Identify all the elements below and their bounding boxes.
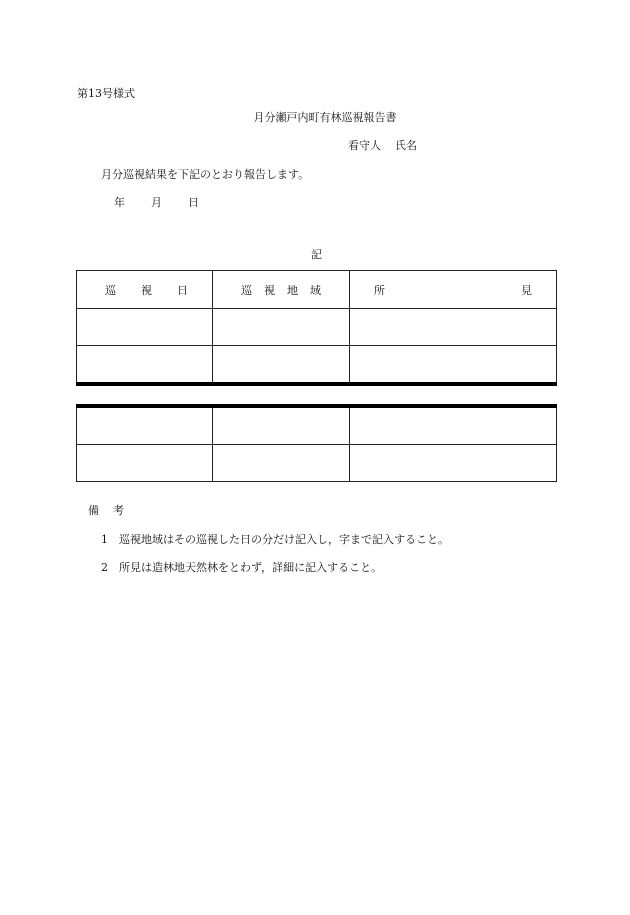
header-char: 域 xyxy=(310,283,321,297)
cell-findings[interactable] xyxy=(350,309,557,346)
header-char: 所 xyxy=(374,283,385,297)
reporter-role: 看守人 xyxy=(348,139,381,152)
note-text: 所見は造林地天然林をとわず，詳細に記入すること。 xyxy=(119,561,383,574)
table-row xyxy=(77,346,557,385)
header-char: 視 xyxy=(141,283,152,297)
cell-findings[interactable] xyxy=(350,406,557,445)
notes-heading-char: 考 xyxy=(113,504,124,517)
cell-patrol-area[interactable] xyxy=(213,309,350,346)
cell-patrol-area[interactable] xyxy=(213,406,350,445)
page-title: 月分瀬戸内町有林巡視報告書 xyxy=(253,111,397,124)
notes-heading xyxy=(88,502,124,518)
cell-patrol-date[interactable] xyxy=(77,346,213,385)
header-patrol-area xyxy=(213,271,350,309)
note-text: 巡視地域はその巡視した日の分だけ記入し，字まで記入すること。 xyxy=(119,533,449,546)
table-row xyxy=(77,445,557,482)
date-line xyxy=(114,194,199,210)
date-year-label: 年 xyxy=(114,196,125,209)
reporter-name-label: 氏名 xyxy=(395,139,417,152)
patrol-log-table xyxy=(76,270,557,482)
note-number: 2 xyxy=(101,561,108,574)
table-header-row xyxy=(77,271,557,309)
note-item xyxy=(101,559,382,575)
cell-findings[interactable] xyxy=(350,445,557,482)
section-mark: 記 xyxy=(311,248,322,261)
table-omission-break xyxy=(77,384,557,406)
header-char: 地 xyxy=(287,283,298,297)
header-char: 視 xyxy=(264,283,275,297)
form-number: 第13号様式 xyxy=(77,87,135,100)
header-char: 巡 xyxy=(105,283,116,297)
cell-findings[interactable] xyxy=(350,346,557,385)
table-row xyxy=(77,309,557,346)
cell-patrol-area[interactable] xyxy=(213,346,350,385)
note-number: 1 xyxy=(101,533,108,546)
header-char: 巡 xyxy=(241,283,252,297)
note-item xyxy=(101,531,449,547)
date-month-label: 月 xyxy=(151,196,162,209)
omission-band xyxy=(77,384,557,406)
notes-heading-char: 備 xyxy=(88,504,99,517)
cell-patrol-date[interactable] xyxy=(77,406,213,445)
header-char: 見 xyxy=(521,283,532,297)
cell-patrol-date[interactable] xyxy=(77,445,213,482)
report-statement: 月分巡視結果を下記のとおり報告します。 xyxy=(101,168,310,181)
header-findings xyxy=(350,271,557,309)
cell-patrol-date[interactable] xyxy=(77,309,213,346)
table-row xyxy=(77,406,557,445)
date-day-label: 日 xyxy=(188,196,199,209)
header-patrol-date xyxy=(77,271,213,309)
header-char: 日 xyxy=(177,283,188,297)
reporter-line xyxy=(348,137,417,153)
cell-patrol-area[interactable] xyxy=(213,445,350,482)
